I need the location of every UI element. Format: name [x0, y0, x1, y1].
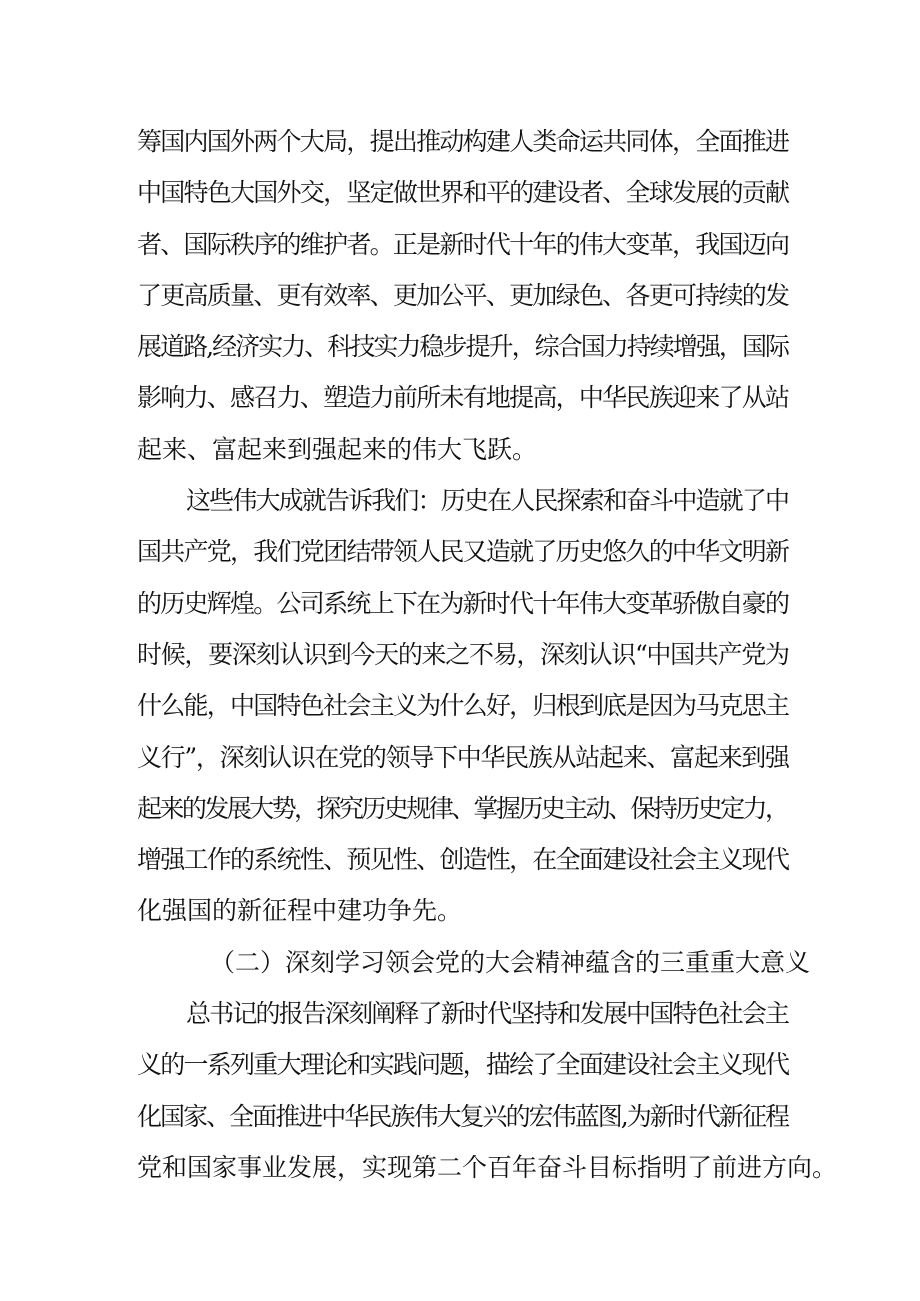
text-line-content: 者、国际秩序的维护者。正是新时代十年的伟大变革，我国迈向	[137, 229, 789, 259]
text-line-content: 展道路,经济实力、科技实力稳步提升，综合国力持续增强，国际	[137, 332, 789, 362]
text-line	[0, 321, 920, 372]
text-line	[0, 783, 920, 834]
text-line	[0, 116, 920, 167]
text-line-content: 起来的发展大势，探究历史规律、掌握历史主动、保持历史定力，	[137, 793, 788, 823]
text-line	[0, 680, 920, 731]
text-line-content: 起来、富起来到强起来的伟大飞跃。	[137, 434, 538, 464]
text-line-content: 影响力、感召力、塑造力前所未有地提高，中华民族迎来了从站	[137, 383, 789, 413]
text-line	[0, 270, 920, 321]
text-line-content: 义行”，深刻认识在党的领导下中华民族从站起来、富起来到强	[137, 742, 789, 772]
text-line	[0, 1091, 920, 1142]
text-line	[0, 219, 920, 270]
text-line-content: （二）深刻学习领会党的大会精神蕴含的三重重大意义	[210, 947, 811, 977]
text-line-content: 时候，要深刻认识到今天的来之不易，深刻认识“中国共产党为	[137, 639, 789, 669]
text-line-content: 筹国内国外两个大局，提出推动构建人类命运共同体，全面推进	[137, 127, 789, 156]
text-line	[0, 834, 920, 885]
text-line	[0, 475, 920, 526]
text-line-content: 增强工作的系统性、预见性、创造性，在全面建设社会主义现代	[137, 845, 789, 875]
text-line	[0, 629, 920, 680]
text-line-content: 总书记的报告深刻阐释了新时代坚持和发展中国特色社会主	[186, 999, 789, 1029]
document-body	[0, 116, 920, 1193]
text-line	[0, 167, 920, 218]
text-line-content: 了更高质量、更有效率、更加公平、更加绿色、各更可持续的发	[137, 280, 789, 310]
text-line-content: 化国家、全面推进中华民族伟大复兴的宏伟蓝图,为新时代新征程	[137, 1101, 789, 1131]
text-line-content: 什么能，中国特色社会主义为什么好，归根到底是因为马克思主	[137, 691, 789, 721]
text-line	[0, 424, 920, 475]
text-line-content: 的历史辉煌。公司系统上下在为新时代十年伟大变革骄傲自豪的	[137, 588, 789, 618]
text-line	[0, 1039, 920, 1090]
text-line	[0, 732, 920, 783]
text-line	[0, 1142, 920, 1193]
text-line	[0, 885, 920, 936]
text-line	[0, 578, 920, 629]
text-line-content: 这些伟大成就告诉我们：历史在人民探索和奋斗中造就了中	[186, 486, 789, 516]
text-line-content: 国共产党，我们党团结带领人民又造就了历史悠久的中华文明新	[137, 537, 789, 567]
text-line	[0, 988, 920, 1039]
text-line	[0, 526, 920, 577]
text-line	[0, 372, 920, 423]
text-line-content: 义的一系列重大理论和实践问题，描绘了全面建设社会主义现代	[137, 1050, 789, 1080]
section-heading	[0, 937, 920, 988]
text-line-content: 党和国家事业发展，实现第二个百年奋斗目标指明了前进方向。	[137, 1152, 838, 1182]
text-line-content: 中国特色大国外交，坚定做世界和平的建设者、全球发展的贡献	[137, 178, 789, 208]
text-line-content: 化强国的新征程中建功争先。	[137, 896, 463, 926]
